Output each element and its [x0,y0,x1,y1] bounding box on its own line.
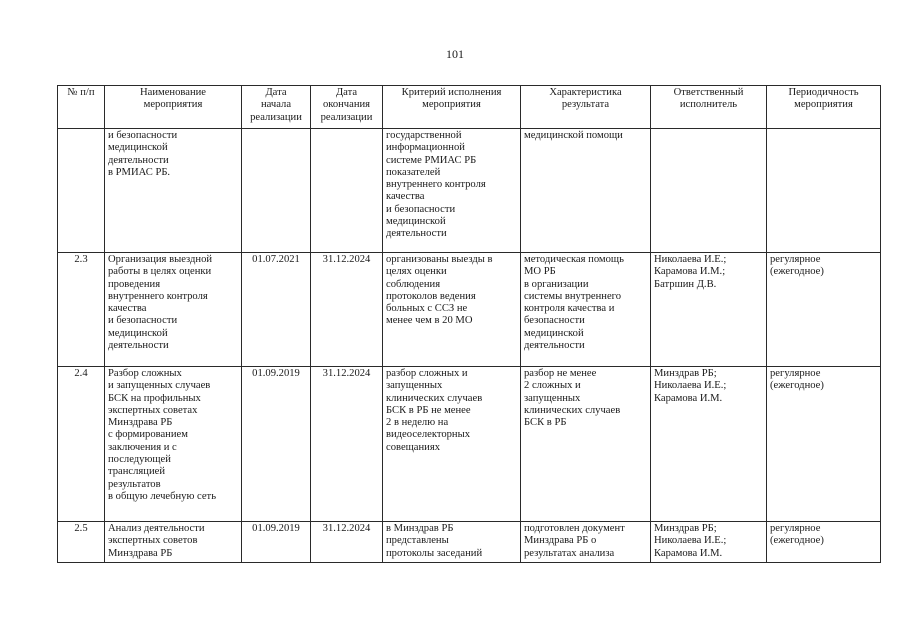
table-row [58,253,881,367]
row-result: медицинской помощи [521,129,651,253]
row-num: 2.3 [58,253,105,367]
row-end-date: 31.12.2024 [311,367,383,522]
row-start-date: 01.07.2021 [242,253,311,367]
row-responsible [651,129,767,253]
table-header-row [58,86,881,129]
header-criterion: Критерий исполнения мероприятия [383,86,521,129]
row-criterion: государственной информационной системе РМИАС РБ показателей внутреннего контроля качества и безопасности медицинской деятельности [383,129,521,253]
row-criterion: организованы выезды в целях оценки соблюдения протоколов ведения больных с ССЗ не менее чем в 20 МО [383,253,521,367]
row-period [767,129,881,253]
row-period: регулярное (ежегодное) [767,253,881,367]
row-result: подготовлен документ Минздрава РБ о результатах анализа [521,522,651,563]
table-row [58,129,881,253]
row-result: разбор не менее 2 сложных и запущенных клинических случаев БСК в РБ [521,367,651,522]
row-num [58,129,105,253]
row-responsible: Минздрав РБ; Николаева И.Е.; Карамова И.М. [651,522,767,563]
activity-plan-table [57,85,881,563]
header-name: Наименование мероприятия [105,86,242,129]
header-num: № п/п [58,86,105,129]
header-responsible: Ответственный исполнитель [651,86,767,129]
row-num: 2.4 [58,367,105,522]
row-start-date: 01.09.2019 [242,367,311,522]
row-name: Организация выездной работы в целях оценки проведения внутреннего контроля качества и безопасности медицинской деятельности [105,253,242,367]
header-period: Периодичность мероприятия [767,86,881,129]
row-name: Анализ деятельности экспертных советов Минздрава РБ [105,522,242,563]
table-row [58,367,881,522]
row-start-date [242,129,311,253]
row-result: методическая помощь МО РБ в организации системы внутреннего контроля качества и безопасности медицинской деятельности [521,253,651,367]
row-end-date [311,129,383,253]
row-start-date: 01.09.2019 [242,522,311,563]
row-name: и безопасности медицинской деятельности в РМИАС РБ. [105,129,242,253]
row-end-date: 31.12.2024 [311,522,383,563]
row-name: Разбор сложных и запущенных случаев БСК на профильных экспертных советах Минздрава РБ с формированием заключения и с последующей трансляцией результатов в общую лечебную сеть [105,367,242,522]
header-end-date: Дата окончания реализации [311,86,383,129]
header-start-date: Дата начала реализации [242,86,311,129]
row-end-date: 31.12.2024 [311,253,383,367]
row-period: регулярное (ежегодное) [767,367,881,522]
page-number: 101 [446,47,464,61]
header-result: Характеристика результата [521,86,651,129]
row-responsible: Минздрав РБ; Николаева И.Е.; Карамова И.М. [651,367,767,522]
row-criterion: разбор сложных и запущенных клинических случаев БСК в РБ не менее 2 в неделю на видеоселекторных совещаниях [383,367,521,522]
row-responsible: Николаева И.Е.; Карамова И.М.; Батршин Д.В. [651,253,767,367]
row-period: регулярное (ежегодное) [767,522,881,563]
row-criterion: в Минздрав РБ представлены протоколы заседаний [383,522,521,563]
table-row [58,522,881,563]
row-num: 2.5 [58,522,105,563]
